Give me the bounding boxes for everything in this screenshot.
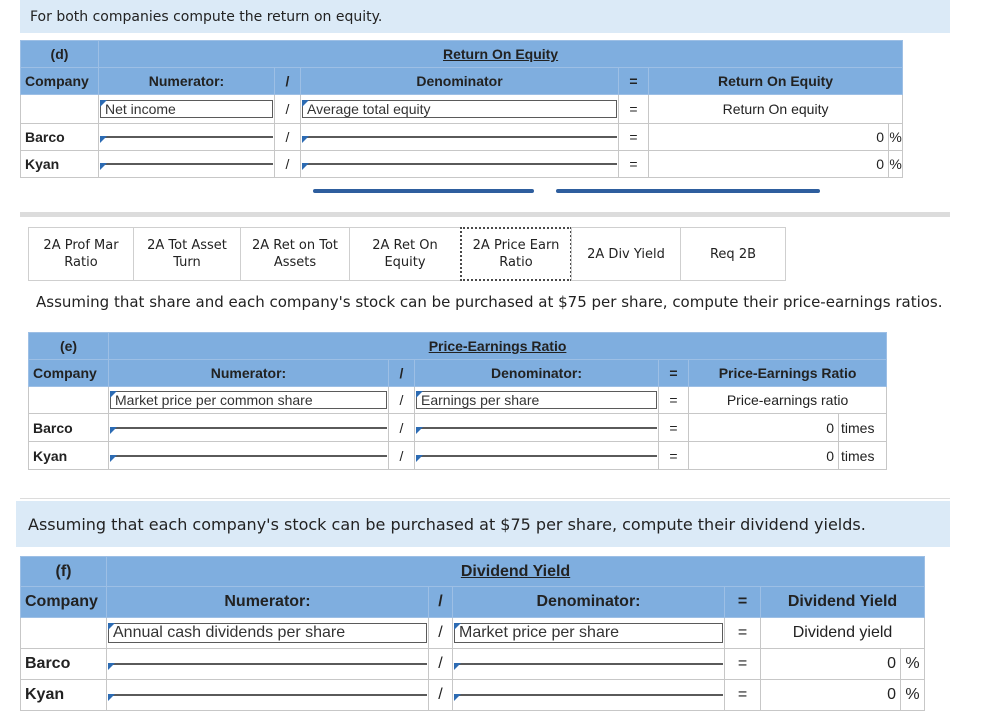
denominator-cell: [453, 649, 725, 680]
tab-bar: [28, 227, 785, 281]
slash: /: [429, 680, 453, 711]
equals: =: [619, 95, 649, 124]
denominator-select[interactable]: [454, 623, 723, 643]
kyan-numerator-input[interactable]: [100, 163, 273, 165]
slash-header: /: [389, 360, 415, 387]
tab-price-earn-ratio[interactable]: [460, 227, 572, 281]
numerator-header: Numerator:: [109, 360, 389, 387]
table-title: Return On Equity: [99, 41, 903, 68]
barco-result: 0: [689, 414, 839, 442]
denominator-cell: [301, 151, 619, 178]
denominator-cell: [415, 442, 659, 470]
result-header: Return On Equity: [649, 68, 903, 95]
result-label: Dividend yield: [761, 618, 925, 649]
equals: =: [725, 680, 761, 711]
barco-numerator-input[interactable]: [110, 427, 387, 429]
instruction-f-text: Assuming that each company's stock can be purchased at $75 per share, compute their dividend yields.: [28, 514, 866, 534]
kyan-result: 0: [649, 151, 889, 178]
company-barco: Barco: [21, 649, 107, 680]
tab-ret-on-equity[interactable]: [349, 227, 461, 281]
tab-line2: Equity: [384, 255, 426, 270]
slash: /: [389, 387, 415, 414]
empty-cell: [21, 618, 107, 649]
numerator-cell: [109, 414, 389, 442]
equals: =: [725, 649, 761, 680]
numerator-cell: [99, 151, 275, 178]
instruction-e: Assuming that share and each company's stock can be purchased at $75 per share, compute their price-earnings ratios.: [36, 293, 943, 311]
tab-label: Req 2B: [709, 246, 757, 262]
denominator-select[interactable]: [302, 100, 617, 118]
denominator-value: Market price per share: [459, 624, 620, 641]
kyan-numerator-input[interactable]: [108, 694, 427, 696]
tab-line2: Assets: [273, 255, 317, 270]
barco-unit: times: [839, 414, 887, 442]
equals: =: [725, 618, 761, 649]
tab-prof-mar-ratio[interactable]: [28, 227, 134, 281]
numerator-header: Numerator:: [107, 587, 429, 618]
company-header: Company: [21, 587, 107, 618]
slash: /: [275, 124, 301, 151]
company-kyan: Kyan: [29, 442, 109, 470]
numerator-select[interactable]: [110, 391, 387, 409]
tab-line2: Ratio: [499, 255, 533, 270]
table-title: Dividend Yield: [107, 557, 925, 587]
slash: /: [429, 649, 453, 680]
company-kyan: Kyan: [21, 680, 107, 711]
slash: /: [389, 442, 415, 470]
kyan-unit: %: [889, 151, 903, 178]
result-label: Return On equity: [649, 95, 903, 124]
table-title: Price-Earnings Ratio: [109, 333, 887, 360]
kyan-denominator-input[interactable]: [454, 694, 723, 696]
equals: =: [619, 151, 649, 178]
kyan-unit: times: [839, 442, 887, 470]
barco-unit: %: [889, 124, 903, 151]
equals: =: [659, 387, 689, 414]
barco-numerator-input[interactable]: [100, 136, 273, 138]
company-barco: Barco: [21, 124, 99, 151]
slash: /: [389, 414, 415, 442]
company-barco: Barco: [29, 414, 109, 442]
separator-2: [20, 498, 950, 499]
kyan-result: 0: [689, 442, 839, 470]
equals-header: =: [619, 68, 649, 95]
kyan-denominator-input[interactable]: [416, 455, 657, 457]
instruction-d: [20, 0, 950, 33]
numerator-cell: [109, 387, 389, 414]
instruction-d-text: For both companies compute the return on equity.: [30, 8, 383, 25]
denominator-value: Average total equity: [307, 101, 431, 117]
numerator-cell: [107, 680, 429, 711]
slash: /: [429, 618, 453, 649]
numerator-value: Net income: [105, 101, 176, 117]
equals: =: [659, 414, 689, 442]
numerator-cell: [99, 124, 275, 151]
numerator-cell: [99, 95, 275, 124]
separator: [20, 212, 950, 217]
barco-denominator-input[interactable]: [454, 663, 723, 665]
part-label: (e): [29, 333, 109, 360]
kyan-unit: %: [901, 680, 925, 711]
instruction-f: [16, 501, 950, 547]
tab-line1: 2A Ret On: [372, 238, 438, 253]
denominator-cell: [453, 680, 725, 711]
roe-table: [20, 40, 903, 178]
numerator-cell: [109, 442, 389, 470]
dividend-yield-table: [20, 556, 925, 711]
tab-div-yield[interactable]: [571, 227, 681, 281]
denominator-header: Denominator: [301, 68, 619, 95]
tab-line2: Turn: [173, 255, 201, 270]
tab-line2: Ratio: [64, 255, 98, 270]
tab-line1: 2A Tot Asset: [147, 238, 227, 253]
tab-line1: 2A Price Earn: [472, 238, 560, 253]
barco-denominator-input[interactable]: [302, 136, 617, 138]
nav-bar-left: [313, 189, 534, 193]
tab-ret-on-tot-assets[interactable]: [240, 227, 350, 281]
equals: =: [619, 124, 649, 151]
tab-line1: 2A Prof Mar: [43, 238, 119, 253]
company-kyan: Kyan: [21, 151, 99, 178]
slash: /: [275, 151, 301, 178]
equals-header: =: [659, 360, 689, 387]
barco-result: 0: [649, 124, 889, 151]
company-header: Company: [21, 68, 99, 95]
empty-cell: [29, 387, 109, 414]
numerator-value: Market price per common share: [115, 392, 313, 408]
result-header: Dividend Yield: [761, 587, 925, 618]
numerator-cell: [107, 618, 429, 649]
kyan-denominator-input[interactable]: [302, 163, 617, 165]
empty-cell: [21, 95, 99, 124]
denominator-value: Earnings per share: [421, 392, 540, 408]
numerator-select[interactable]: [100, 100, 273, 118]
kyan-numerator-input[interactable]: [110, 455, 387, 457]
equals: =: [659, 442, 689, 470]
slash-header: /: [429, 587, 453, 618]
nav-bar-right: [556, 189, 820, 193]
numerator-cell: [107, 649, 429, 680]
barco-numerator-input[interactable]: [108, 663, 427, 665]
tab-req-2b[interactable]: [680, 227, 786, 281]
denominator-cell: [453, 618, 725, 649]
slash-header: /: [275, 68, 301, 95]
tab-line1: 2A Ret on Tot: [251, 238, 339, 253]
slash: /: [275, 95, 301, 124]
numerator-value: Annual cash dividends per share: [113, 624, 346, 641]
denominator-select[interactable]: [416, 391, 657, 409]
part-label: (d): [21, 41, 99, 68]
denominator-cell: [301, 124, 619, 151]
denominator-cell: [415, 387, 659, 414]
denominator-header: Denominator:: [453, 587, 725, 618]
result-header: Price-Earnings Ratio: [689, 360, 887, 387]
barco-result: 0: [761, 649, 901, 680]
numerator-select[interactable]: [108, 623, 427, 643]
numerator-header: Numerator:: [99, 68, 275, 95]
result-label: Price-earnings ratio: [689, 387, 887, 414]
barco-denominator-input[interactable]: [416, 427, 657, 429]
equals-header: =: [725, 587, 761, 618]
part-label: (f): [21, 557, 107, 587]
denominator-header: Denominator:: [415, 360, 659, 387]
pe-table: [28, 332, 887, 470]
company-header: Company: [29, 360, 109, 387]
tab-tot-asset-turn[interactable]: [133, 227, 241, 281]
kyan-result: 0: [761, 680, 901, 711]
denominator-cell: [415, 414, 659, 442]
denominator-cell: [301, 95, 619, 124]
tab-label: 2A Div Yield: [587, 246, 665, 262]
barco-unit: %: [901, 649, 925, 680]
